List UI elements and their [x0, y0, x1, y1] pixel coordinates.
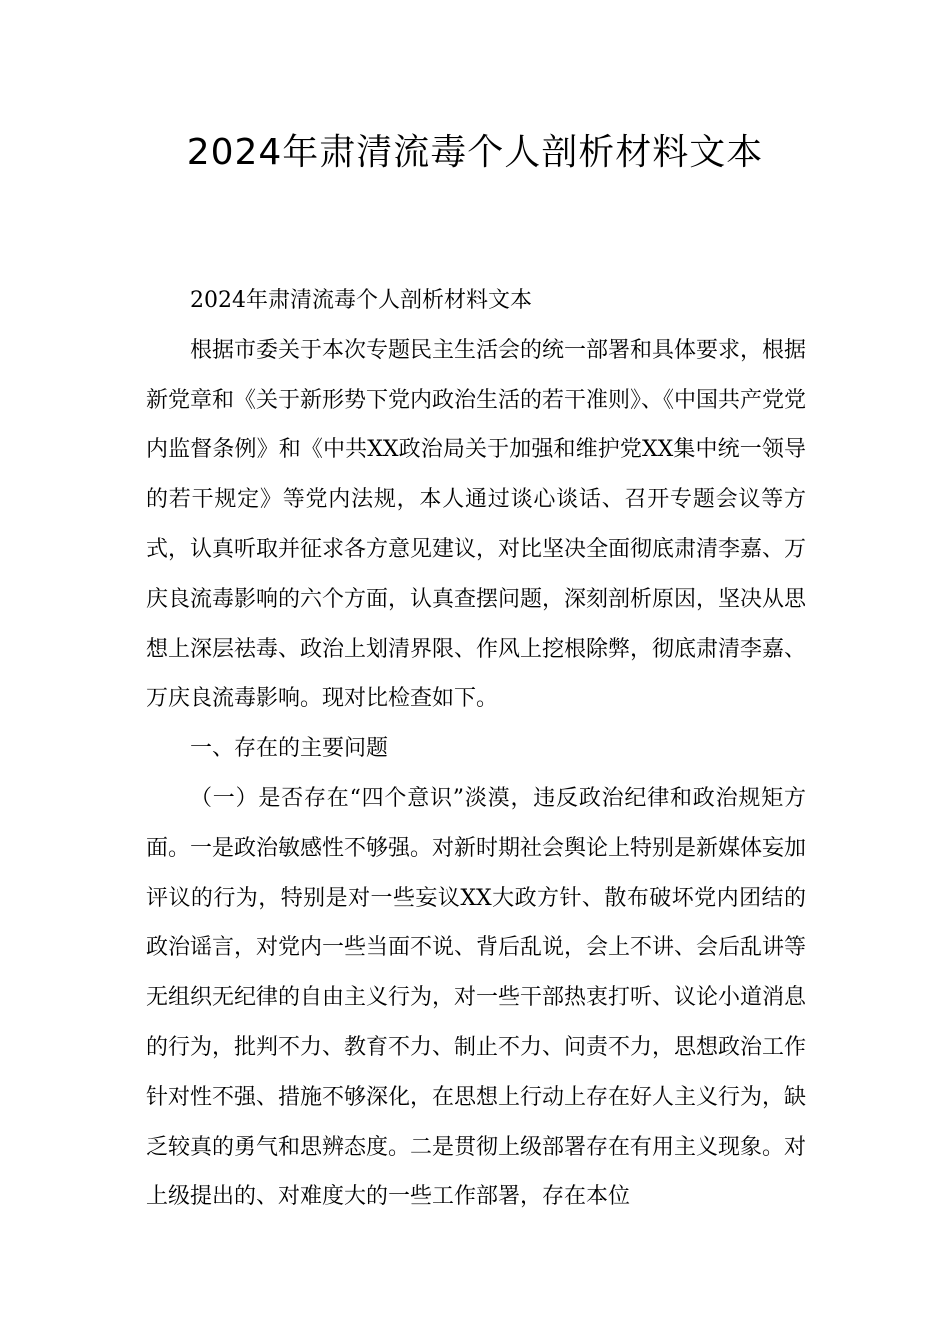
body-paragraph-subtitle: 2024年肃清流毒个人剖析材料文本 [190, 288, 532, 313]
section-heading: 一、存在的主要问题 [190, 736, 389, 762]
document-body [146, 276, 806, 1222]
body-paragraph-problem-1: （一）是否存在“四个意识”淡漠，违反政治纪律和政治规矩方面。一是政治敏感性不够强。对新时期社会舆论上特别是新媒体妄加评议的行为，特别是对一些妄议XX大政方针、散布破坏党内团结的政治谣言，对党内一些当面不说、背后乱说，会上不讲、会后乱讲等无组织无纪律的自由主义行为，对一些干部热衷打听、议论小道消息的行为，批判不力、教育不力、制止不力、问责不力，思想政治工作针对性不强、措施不够深化，在思想上行动上存在好人主义行为，缺乏较真的勇气和思辨态度。二是贯彻上级部署存在有用主义现象。对上级提出的、对难度大的一些工作部署，存在本位 [146, 785, 807, 1210]
body-paragraph-intro: 根据市委关于本次专题民主生活会的统一部署和具体要求，根据新党章和《关于新形势下党内政治生活的若干准则》、《中国共产党党内监督条例》和《中共XX政治局关于加强和维护党XX集中统一领导的若干规定》等党内法规，本人通过谈心谈话、召开专题会议等方式，认真听取并征求各方意见建议，对比坚决全面彻底肃清李嘉、万庆良流毒影响的六个方面，认真查摆问题，深刻剖析原因，坚决从思想上深层祛毒、政治上划清界限、作风上挖根除弊，彻底肃清李嘉、万庆良流毒影响。现对比检查如下。 [146, 337, 807, 712]
document-title: 2024年肃清流毒个人剖析材料文本 [186, 132, 764, 173]
